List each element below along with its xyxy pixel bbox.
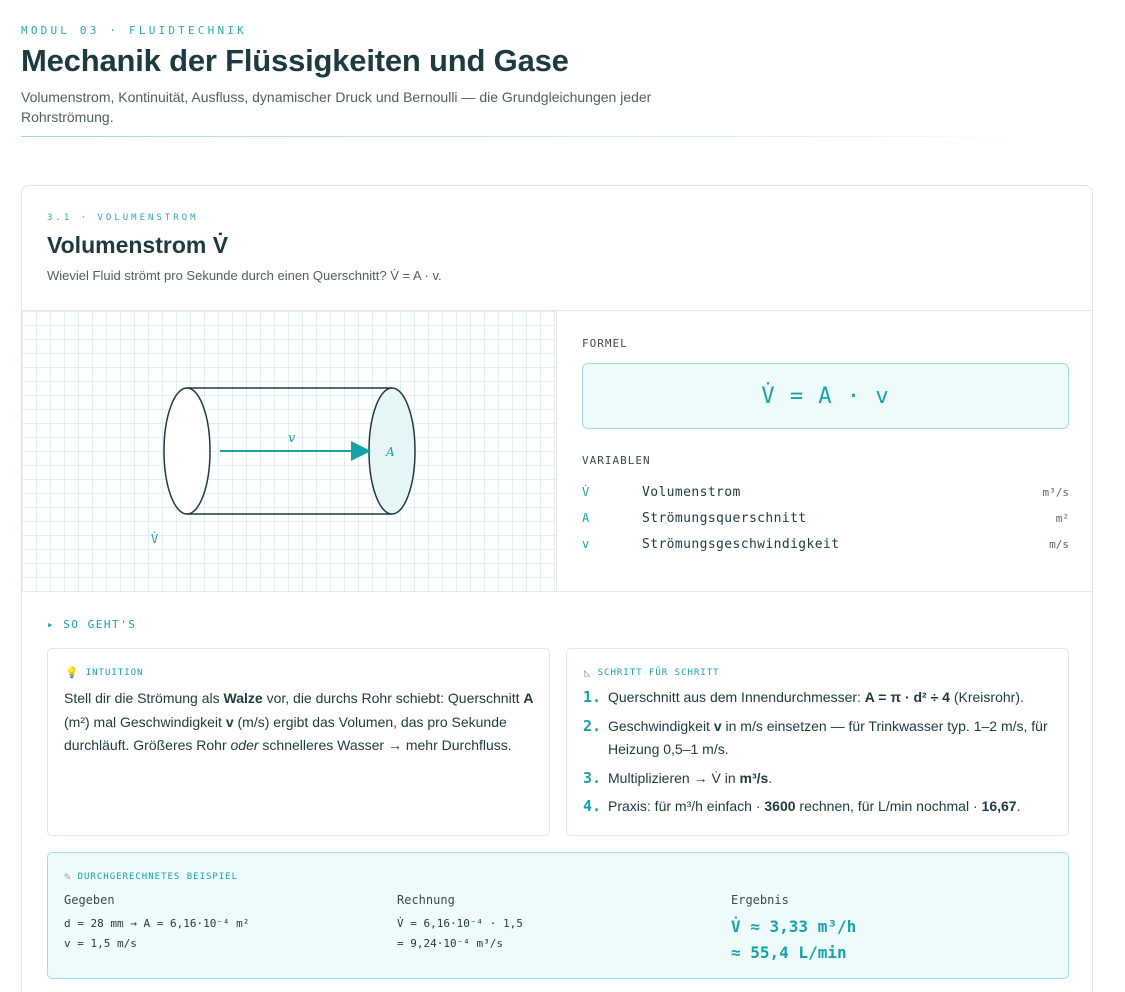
page-lede: Volumenstrom, Kontinuität, Ausfluss, dynamischer Druck und Bernoulli — die Grundgleichungen jeder Rohrströmung. bbox=[21, 89, 652, 125]
step-number: 3. bbox=[583, 768, 602, 787]
steps-list bbox=[583, 686, 1063, 824]
intuition-box bbox=[47, 648, 550, 836]
section-subtitle: Wieviel Fluid strömt pro Sekunde durch einen Querschnitt? V̇ = A · v. bbox=[47, 268, 442, 283]
steps-box bbox=[566, 648, 1069, 836]
step-emphasis: 3600 bbox=[764, 798, 796, 814]
pipe-svg bbox=[22, 311, 557, 591]
variable-name: Strömungsgeschwindigkeit bbox=[642, 536, 840, 552]
step-number: 4. bbox=[583, 797, 602, 815]
step-text bbox=[608, 767, 772, 791]
variable-symbol: A bbox=[582, 511, 590, 525]
intuition-emphasis: Walze bbox=[223, 690, 263, 706]
lightbulb-icon: 💡 bbox=[65, 666, 80, 679]
result-label: Ergebnis bbox=[731, 893, 789, 907]
step-text-part: Querschnitt aus dem Innendurchmesser: bbox=[608, 689, 865, 705]
variable-unit: m² bbox=[1055, 511, 1069, 525]
header-divider bbox=[21, 136, 1031, 137]
howto-toggle[interactable]: ▸ SO GEHT'S bbox=[47, 618, 137, 631]
section-card-volumenstrom bbox=[21, 185, 1093, 992]
example-title-text: DURCHGERECHNETES BEISPIEL bbox=[77, 871, 239, 882]
variables-label: VARIABLEN bbox=[582, 454, 651, 467]
variable-name: Strömungsquerschnitt bbox=[642, 510, 807, 526]
pipe-inlet-ellipse bbox=[164, 388, 210, 514]
ruler-triangle-icon: ◺ bbox=[584, 666, 592, 679]
step-text bbox=[608, 686, 1024, 710]
module-kicker: MODUL 03 · FLUIDTECHNIK bbox=[21, 24, 247, 37]
page-title: Mechanik der Flüssigkeiten und Gase bbox=[21, 43, 569, 78]
steps-title bbox=[584, 666, 720, 679]
intuition-title bbox=[65, 666, 143, 679]
intuition-italic: oder bbox=[230, 737, 259, 753]
variable-name: Volumenstrom bbox=[642, 484, 741, 500]
intuition-emphasis: v bbox=[225, 713, 234, 730]
step-emphasis: v bbox=[713, 717, 722, 734]
section-kicker: 3.1 · VOLUMENSTROM bbox=[47, 213, 199, 223]
step-text-part: Geschwindigkeit bbox=[608, 717, 714, 734]
intuition-title-text: INTUITION bbox=[85, 667, 144, 678]
area-label: A bbox=[386, 445, 395, 459]
calc-line: V̇ = 6,16·10⁻⁴ · 1,5 bbox=[397, 917, 523, 930]
result-line: V̇ ≈ 3,33 m³/h bbox=[731, 917, 857, 936]
step-text bbox=[608, 715, 1063, 762]
step-text-part: in m/s einsetzen — für Trinkwasser typ. 1–2 m/s, für Heizung 0,5–1 m/s. bbox=[608, 717, 1048, 757]
given-line: v = 1,5 m/s bbox=[64, 937, 137, 950]
variables-list bbox=[582, 479, 1069, 557]
pipe-diagram bbox=[22, 311, 557, 591]
intuition-text-part: Stell dir die Strömung als bbox=[64, 690, 224, 706]
variable-row bbox=[582, 531, 1069, 557]
intuition-text bbox=[64, 687, 534, 758]
result-line: ≈ 55,4 L/min bbox=[731, 943, 847, 962]
section-divider bbox=[22, 591, 1092, 592]
step-text-part: . bbox=[768, 769, 773, 786]
variable-row bbox=[582, 479, 1069, 505]
variable-symbol: v bbox=[582, 537, 590, 551]
step-text-part: rechnen, für L/min nochmal · bbox=[795, 798, 982, 814]
given-label: Gegeben bbox=[64, 893, 115, 907]
step-emphasis: 16,67 bbox=[981, 798, 1017, 814]
worked-example bbox=[47, 852, 1069, 979]
step-text-part: Praxis: für m³/h einfach · bbox=[608, 798, 765, 814]
step-number: 2. bbox=[583, 716, 602, 735]
step-text bbox=[608, 795, 1020, 819]
calc-label: Rechnung bbox=[397, 893, 455, 907]
calc-line: = 9,24·10⁻⁴ m³/s bbox=[397, 937, 503, 950]
variable-unit: m³/s bbox=[1042, 485, 1069, 499]
formula-expression: V̇ = A · v bbox=[761, 383, 890, 409]
steps-title-text: SCHRITT FÜR SCHRITT bbox=[597, 667, 720, 678]
step-number: 1. bbox=[583, 688, 602, 706]
formula-box bbox=[582, 363, 1069, 429]
intuition-emphasis: A bbox=[523, 690, 534, 706]
step-emphasis: m³/s bbox=[739, 769, 769, 786]
step-item bbox=[583, 795, 1063, 819]
step-text-part: . bbox=[1016, 798, 1021, 814]
intuition-text-part: (m/s) ergibt das Volumen, das pro Sekunde durchläuft. Größeres Rohr bbox=[64, 713, 507, 753]
step-emphasis: A = π · d² ÷ 4 bbox=[864, 689, 950, 705]
variable-symbol: V̇ bbox=[582, 485, 590, 499]
intuition-text-part: vor, die durchs Rohr schiebt: Querschnitt bbox=[262, 690, 524, 706]
step-text-part: Multiplizieren → V̇ in bbox=[608, 769, 740, 786]
formula-label: FORMEL bbox=[582, 337, 628, 350]
page-header bbox=[21, 24, 1071, 127]
section-title: Volumenstrom V̇ bbox=[47, 232, 229, 258]
given-line: d = 28 mm → A = 6,16·10⁻⁴ m² bbox=[64, 917, 250, 930]
section-header bbox=[22, 186, 1092, 311]
variable-row bbox=[582, 505, 1069, 531]
step-item bbox=[583, 715, 1063, 762]
intuition-text-part: (m²) mal Geschwindigkeit bbox=[64, 713, 226, 730]
flow-label: V̇ bbox=[151, 532, 159, 546]
example-given bbox=[64, 893, 249, 954]
step-text-part: (Kreisrohr). bbox=[949, 689, 1024, 705]
pencil-icon: ✎ bbox=[64, 870, 72, 883]
velocity-label: v bbox=[288, 431, 296, 446]
variable-unit: m/s bbox=[1049, 537, 1069, 551]
step-item bbox=[583, 767, 1063, 791]
intuition-text-part: schnelleres Wasser → mehr Durchfluss. bbox=[258, 737, 512, 753]
example-title bbox=[64, 870, 238, 883]
example-result bbox=[731, 893, 856, 966]
step-item bbox=[583, 686, 1063, 710]
example-calculation bbox=[397, 893, 523, 954]
formula-panel bbox=[558, 311, 1093, 591]
